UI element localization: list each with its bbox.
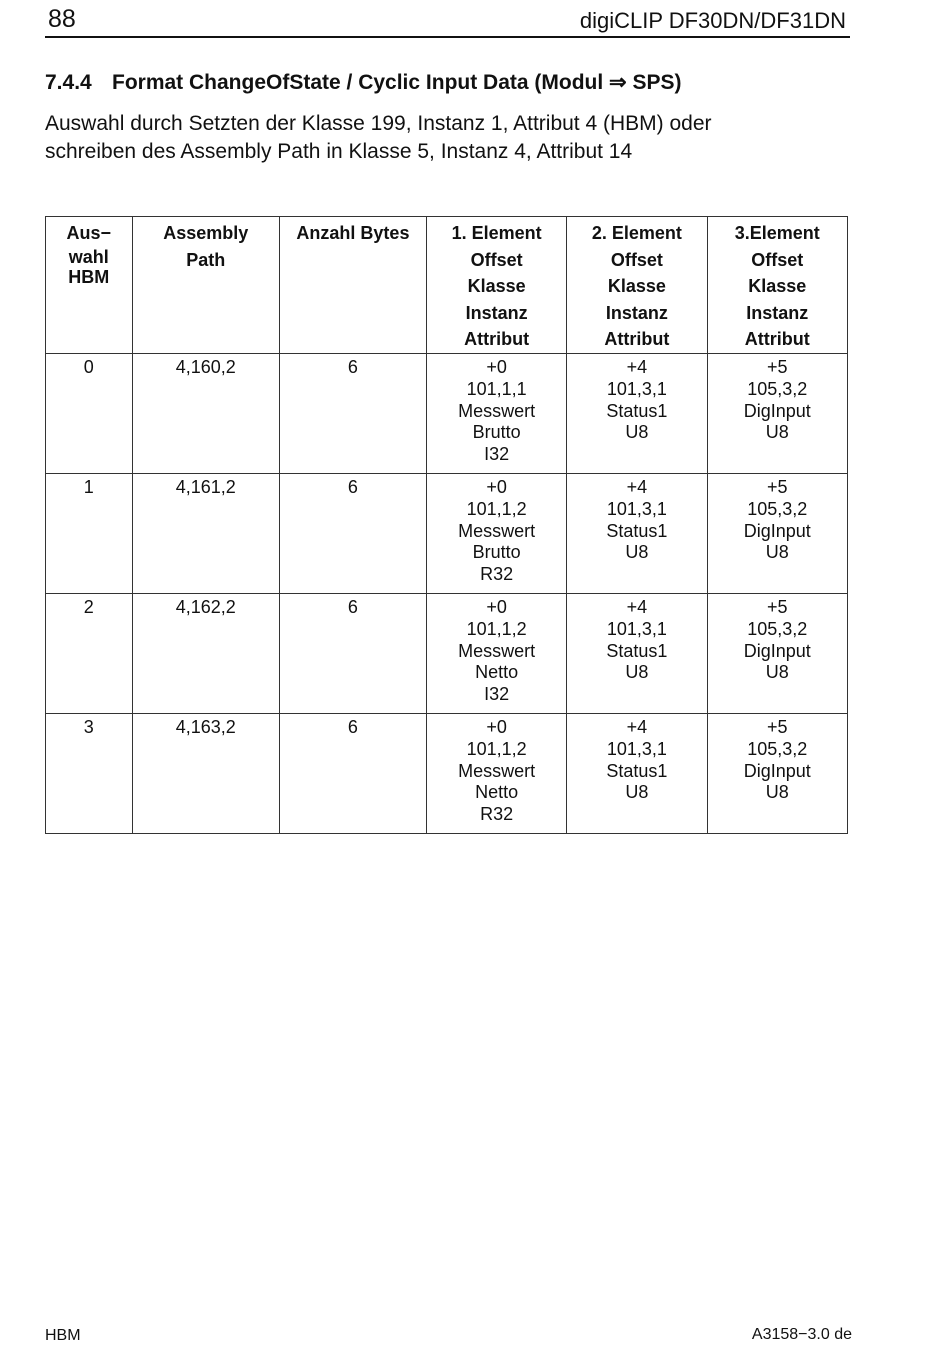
table-row <box>46 354 848 474</box>
cell-text: 101,3,1 <box>606 618 667 639</box>
cell-element-2 <box>567 594 707 714</box>
header-element-1 <box>426 217 566 354</box>
cell-text: U8 <box>765 782 789 803</box>
cell-text: +4 <box>626 597 648 617</box>
cell-element-1 <box>426 594 566 714</box>
cell-text: 6 <box>347 477 358 497</box>
cell-text: +4 <box>626 477 648 497</box>
cell-element-1 <box>426 474 566 594</box>
cell-anzahl-bytes <box>279 594 426 714</box>
cell-text: Messwert <box>458 760 536 781</box>
cell-text: 105,3,2 <box>747 498 808 519</box>
cell-anzahl-bytes <box>279 354 426 474</box>
cell-text: I32 <box>484 444 510 465</box>
cell-text: 6 <box>347 597 358 617</box>
cell-text: +0 <box>486 717 507 737</box>
cell-element-3 <box>707 354 847 474</box>
section-title: Format ChangeOfState / Cyclic Input Data (Modul ⇒ SPS) <box>112 71 682 94</box>
header-text: Instanz <box>605 302 668 323</box>
cell-text: 105,3,2 <box>747 738 808 759</box>
cell-text: 101,3,1 <box>606 738 667 759</box>
cell-text: Netto <box>475 782 519 803</box>
cell-text: U8 <box>625 542 649 563</box>
cell-assembly-path <box>132 714 279 834</box>
header-text: Offset <box>751 249 804 270</box>
cell-text: 6 <box>347 357 358 377</box>
cell-text: DigInput <box>743 640 811 661</box>
cell-text: +0 <box>486 357 507 377</box>
header-rule <box>45 36 850 38</box>
cell-text: U8 <box>765 422 789 443</box>
cell-text: Status1 <box>606 760 668 781</box>
header-text: Attribut <box>744 329 810 349</box>
cell-text: +5 <box>767 477 788 497</box>
cell-text: Netto <box>475 662 519 683</box>
cell-auswahl <box>46 594 133 714</box>
cell-text: 101,3,1 <box>606 378 667 399</box>
header-text: Offset <box>610 249 663 270</box>
header-text: wahl <box>68 246 109 267</box>
header-text: 3.Element <box>734 223 820 243</box>
header-text: 1. Element <box>451 223 542 243</box>
cell-text: 3 <box>83 717 94 737</box>
intro-paragraph <box>45 110 845 166</box>
cell-text: 4,160,2 <box>175 357 236 377</box>
cell-text: +0 <box>486 477 507 497</box>
cell-anzahl-bytes <box>279 714 426 834</box>
cell-text: 101,1,2 <box>466 498 527 519</box>
cell-text: U8 <box>625 782 649 803</box>
intro-line: schreiben des Assembly Path in Klasse 5, Instanz 4, Attribut 14 <box>45 140 633 163</box>
cell-auswahl <box>46 354 133 474</box>
cell-text: DigInput <box>743 520 811 541</box>
cell-element-3 <box>707 594 847 714</box>
header-text: Aus− <box>66 223 112 243</box>
cell-auswahl <box>46 714 133 834</box>
header-anzahl-bytes <box>279 217 426 354</box>
cell-element-1 <box>426 354 566 474</box>
header-element-3 <box>707 217 847 354</box>
cell-anzahl-bytes <box>279 474 426 594</box>
cell-text: 6 <box>347 717 358 737</box>
cell-text: DigInput <box>743 400 811 421</box>
assembly-table <box>45 216 848 834</box>
header-text: Attribut <box>604 329 670 349</box>
cell-text: Status1 <box>606 520 668 541</box>
cell-text: R32 <box>480 804 514 825</box>
section-number: 7.4.4 <box>45 71 92 94</box>
cell-text: Brutto <box>472 422 521 443</box>
cell-element-2 <box>567 354 707 474</box>
cell-element-3 <box>707 474 847 594</box>
cell-auswahl <box>46 474 133 594</box>
header-text: Instanz <box>746 302 809 323</box>
cell-text: 101,1,1 <box>466 378 527 399</box>
cell-text: +4 <box>626 717 648 737</box>
cell-element-2 <box>567 474 707 594</box>
cell-text: Messwert <box>458 640 536 661</box>
header-text: HBM <box>68 266 110 287</box>
cell-text: Status1 <box>606 640 668 661</box>
cell-element-2 <box>567 714 707 834</box>
table-header-row <box>46 217 848 354</box>
table-row <box>46 714 848 834</box>
cell-assembly-path <box>132 354 279 474</box>
header-text: Klasse <box>607 276 666 296</box>
cell-text: +4 <box>626 357 648 377</box>
cell-element-3 <box>707 714 847 834</box>
page-number: 88 <box>48 5 76 33</box>
cell-text: +0 <box>486 597 507 617</box>
cell-text: U8 <box>625 662 649 683</box>
cell-text: Brutto <box>472 542 521 563</box>
header-text: Assembly <box>163 223 249 243</box>
cell-text: 105,3,2 <box>747 618 808 639</box>
header-text: Instanz <box>465 302 528 323</box>
cell-text: 1 <box>83 477 94 497</box>
cell-text: U8 <box>765 662 789 683</box>
cell-text: 4,161,2 <box>175 477 236 497</box>
cell-text: R32 <box>480 564 514 585</box>
document-title: digiCLIP DF30DN/DF31DN <box>579 8 846 33</box>
cell-text: +5 <box>767 717 788 737</box>
header-text: Offset <box>470 249 523 270</box>
cell-text: U8 <box>625 422 649 443</box>
cell-text: +5 <box>767 357 788 377</box>
section-heading <box>45 70 681 95</box>
cell-text: 4,163,2 <box>175 717 236 737</box>
cell-text: 105,3,2 <box>747 378 808 399</box>
header-element-2 <box>567 217 707 354</box>
cell-text: 101,1,2 <box>466 738 527 759</box>
footer-publisher: HBM <box>45 1327 81 1344</box>
cell-text: 2 <box>83 597 94 617</box>
cell-text: I32 <box>484 684 510 705</box>
cell-text: DigInput <box>743 760 811 781</box>
cell-text: Messwert <box>458 400 536 421</box>
header-text: Klasse <box>748 276 807 296</box>
cell-text: 4,162,2 <box>175 597 236 617</box>
cell-text: Messwert <box>458 520 536 541</box>
cell-assembly-path <box>132 474 279 594</box>
header-text: Attribut <box>464 329 530 349</box>
footer-doc-id: A3158−3.0 de <box>751 1326 852 1343</box>
header-text: 2. Element <box>591 223 682 243</box>
header-auswahl <box>46 217 133 354</box>
header-text: Klasse <box>467 276 526 296</box>
cell-text: 101,3,1 <box>606 498 667 519</box>
cell-text: 101,1,2 <box>466 618 527 639</box>
intro-line: Auswahl durch Setzten der Klasse 199, Instanz 1, Attribut 4 (HBM) oder <box>45 112 712 135</box>
cell-text: U8 <box>765 542 789 563</box>
cell-text: +5 <box>767 597 788 617</box>
header-assembly-path <box>132 217 279 354</box>
cell-text: Status1 <box>606 400 668 421</box>
cell-assembly-path <box>132 594 279 714</box>
cell-text: 0 <box>83 357 94 377</box>
header-text: Anzahl Bytes <box>296 223 410 243</box>
table-row <box>46 474 848 594</box>
table-row <box>46 594 848 714</box>
header-text: Path <box>186 249 226 270</box>
cell-element-1 <box>426 714 566 834</box>
